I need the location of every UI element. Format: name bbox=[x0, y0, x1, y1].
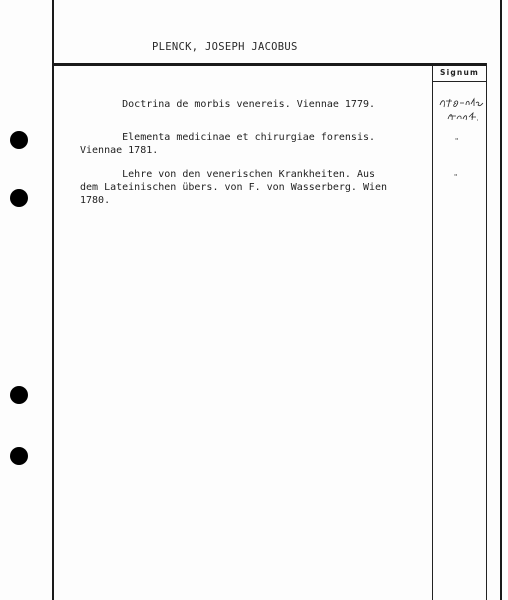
card-heading: PLENCK, JOSEPH JACOBUS bbox=[152, 41, 298, 53]
punch-hole-1 bbox=[10, 131, 28, 149]
punch-hole-4 bbox=[10, 447, 28, 465]
header-rule bbox=[54, 63, 487, 66]
signum-header-rule bbox=[432, 81, 487, 82]
left-margin-rule bbox=[52, 0, 54, 600]
punch-hole-2 bbox=[10, 189, 28, 207]
ditto-mark-2: " bbox=[454, 173, 458, 181]
entry-3: Lehre von den venerischen Krankheiten. Aus dem Lateinischen übers. von F. von Wasserberg. Wien 1780. bbox=[80, 169, 388, 206]
right-edge-rule bbox=[500, 0, 502, 600]
handwritten-signum bbox=[438, 95, 484, 125]
signum-label: Signum bbox=[439, 68, 480, 77]
ditto-mark-1: " bbox=[455, 137, 459, 145]
entry-2: Elementa medicinae et chirurgiae forensis. Viennae 1781. bbox=[80, 132, 376, 156]
punch-hole-3 bbox=[10, 386, 28, 404]
signum-column-right-rule bbox=[486, 63, 487, 600]
entry-1: Doctrina de morbis venereis. Viennae 1779. bbox=[80, 99, 376, 110]
signum-column-rule bbox=[432, 66, 433, 600]
